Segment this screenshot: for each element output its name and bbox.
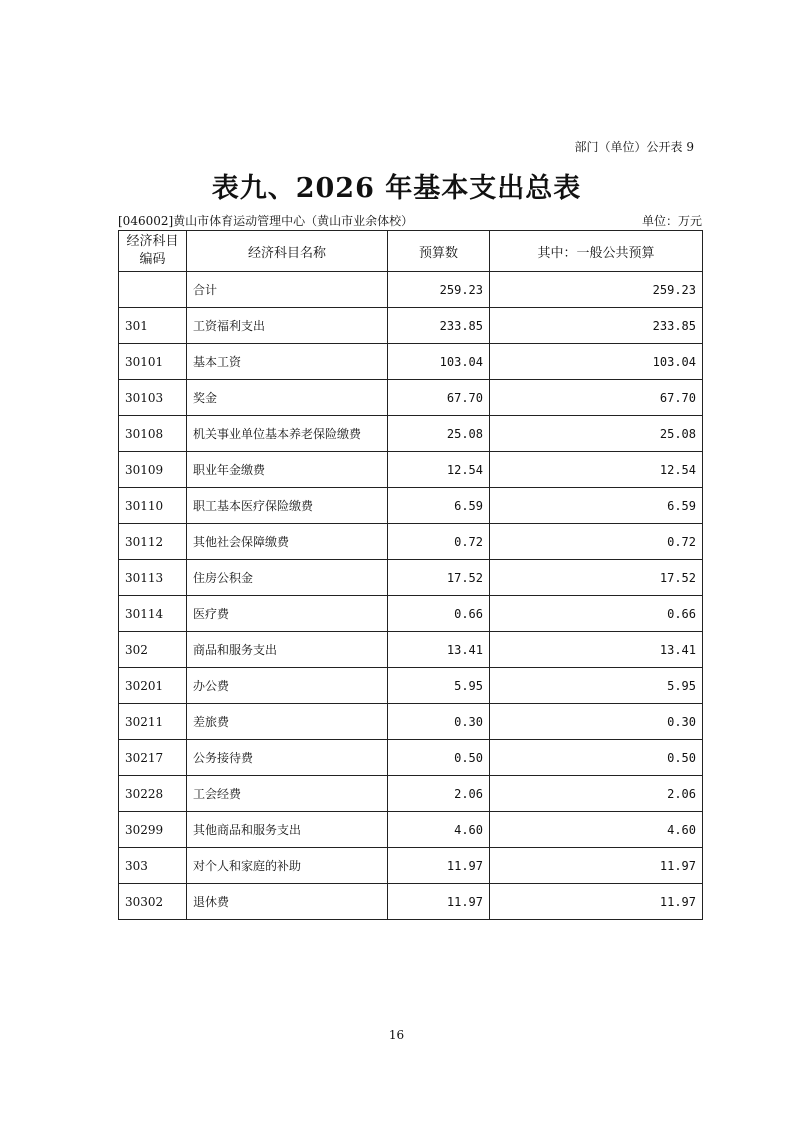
column-header-budget: 预算数	[388, 231, 490, 272]
cell-general-budget: 4.60	[490, 812, 703, 848]
cell-budget: 259.23	[388, 272, 490, 308]
cell-general-budget: 25.08	[490, 416, 703, 452]
cell-budget: 103.04	[388, 344, 490, 380]
cell-name: 合计	[187, 272, 388, 308]
cell-budget: 4.60	[388, 812, 490, 848]
cell-general-budget: 0.30	[490, 704, 703, 740]
cell-name: 商品和服务支出	[187, 632, 388, 668]
column-header-code: 经济科目编码	[119, 231, 187, 272]
cell-budget: 0.30	[388, 704, 490, 740]
cell-name: 机关事业单位基本养老保险缴费	[187, 416, 388, 452]
cell-name: 基本工资	[187, 344, 388, 380]
currency-unit: 单位：万元	[641, 214, 702, 228]
cell-name: 医疗费	[187, 596, 388, 632]
budget-table	[118, 230, 703, 920]
cell-code: 30109	[119, 452, 187, 488]
cell-budget: 6.59	[388, 488, 490, 524]
cell-name: 工会经费	[187, 776, 388, 812]
cell-general-budget: 2.06	[490, 776, 703, 812]
table-row	[119, 488, 703, 524]
cell-name: 住房公积金	[187, 560, 388, 596]
cell-code: 30299	[119, 812, 187, 848]
cell-general-budget: 103.04	[490, 344, 703, 380]
cell-general-budget: 11.97	[490, 848, 703, 884]
table-row	[119, 704, 703, 740]
cell-general-budget: 0.72	[490, 524, 703, 560]
cell-code: 302	[119, 632, 187, 668]
cell-code: 301	[119, 308, 187, 344]
table-row	[119, 380, 703, 416]
cell-budget: 5.95	[388, 668, 490, 704]
cell-general-budget: 11.97	[490, 884, 703, 920]
cell-budget: 17.52	[388, 560, 490, 596]
cell-name: 退休费	[187, 884, 388, 920]
table-row	[119, 884, 703, 920]
cell-budget: 2.06	[388, 776, 490, 812]
cell-name: 差旅费	[187, 704, 388, 740]
table-row	[119, 452, 703, 488]
table-row	[119, 812, 703, 848]
cell-budget: 0.50	[388, 740, 490, 776]
cell-budget: 67.70	[388, 380, 490, 416]
cell-general-budget: 6.59	[490, 488, 703, 524]
cell-general-budget: 259.23	[490, 272, 703, 308]
cell-code: 30211	[119, 704, 187, 740]
cell-budget: 12.54	[388, 452, 490, 488]
table-header-row	[119, 231, 703, 272]
table-row	[119, 272, 703, 308]
cell-general-budget: 67.70	[490, 380, 703, 416]
cell-name: 职工基本医疗保险缴费	[187, 488, 388, 524]
column-header-name: 经济科目名称	[187, 231, 388, 272]
cell-name: 其他商品和服务支出	[187, 812, 388, 848]
cell-budget: 233.85	[388, 308, 490, 344]
table-row	[119, 308, 703, 344]
table-row	[119, 596, 703, 632]
table-row	[119, 344, 703, 380]
cell-general-budget: 0.66	[490, 596, 703, 632]
cell-code	[119, 272, 187, 308]
cell-general-budget: 17.52	[490, 560, 703, 596]
cell-code: 30110	[119, 488, 187, 524]
cell-code: 30217	[119, 740, 187, 776]
table-row	[119, 524, 703, 560]
cell-budget: 11.97	[388, 884, 490, 920]
cell-code: 303	[119, 848, 187, 884]
table-row	[119, 560, 703, 596]
page-number: 16	[388, 1028, 405, 1042]
cell-code: 30114	[119, 596, 187, 632]
cell-code: 30103	[119, 380, 187, 416]
table-body	[119, 272, 703, 920]
cell-budget: 13.41	[388, 632, 490, 668]
cell-name: 奖金	[187, 380, 388, 416]
cell-budget: 11.97	[388, 848, 490, 884]
table-row	[119, 632, 703, 668]
cell-name: 对个人和家庭的补助	[187, 848, 388, 884]
cell-general-budget: 0.50	[490, 740, 703, 776]
table-row	[119, 668, 703, 704]
cell-name: 工资福利支出	[187, 308, 388, 344]
cell-code: 30201	[119, 668, 187, 704]
cell-name: 职业年金缴费	[187, 452, 388, 488]
table-row	[119, 416, 703, 452]
cell-budget: 0.72	[388, 524, 490, 560]
table-row	[119, 848, 703, 884]
cell-code: 30228	[119, 776, 187, 812]
cell-general-budget: 13.41	[490, 632, 703, 668]
cell-budget: 25.08	[388, 416, 490, 452]
cell-name: 公务接待费	[187, 740, 388, 776]
cell-code: 30112	[119, 524, 187, 560]
cell-general-budget: 233.85	[490, 308, 703, 344]
cell-name: 办公费	[187, 668, 388, 704]
page-title: 表九、2026 年基本支出总表	[211, 173, 582, 204]
cell-budget: 0.66	[388, 596, 490, 632]
cell-code: 30108	[119, 416, 187, 452]
cell-general-budget: 5.95	[490, 668, 703, 704]
cell-code: 30302	[119, 884, 187, 920]
cell-code: 30113	[119, 560, 187, 596]
unit-name: [046002]黄山市体育运动管理中心（黄山市业余体校）	[118, 214, 414, 228]
table-number-label: 部门（单位）公开表 9	[574, 140, 694, 154]
cell-code: 30101	[119, 344, 187, 380]
cell-name: 其他社会保障缴费	[187, 524, 388, 560]
table-row	[119, 740, 703, 776]
cell-general-budget: 12.54	[490, 452, 703, 488]
table-row	[119, 776, 703, 812]
column-header-general-budget: 其中：一般公共预算	[490, 231, 703, 272]
table-subheader	[118, 212, 702, 229]
